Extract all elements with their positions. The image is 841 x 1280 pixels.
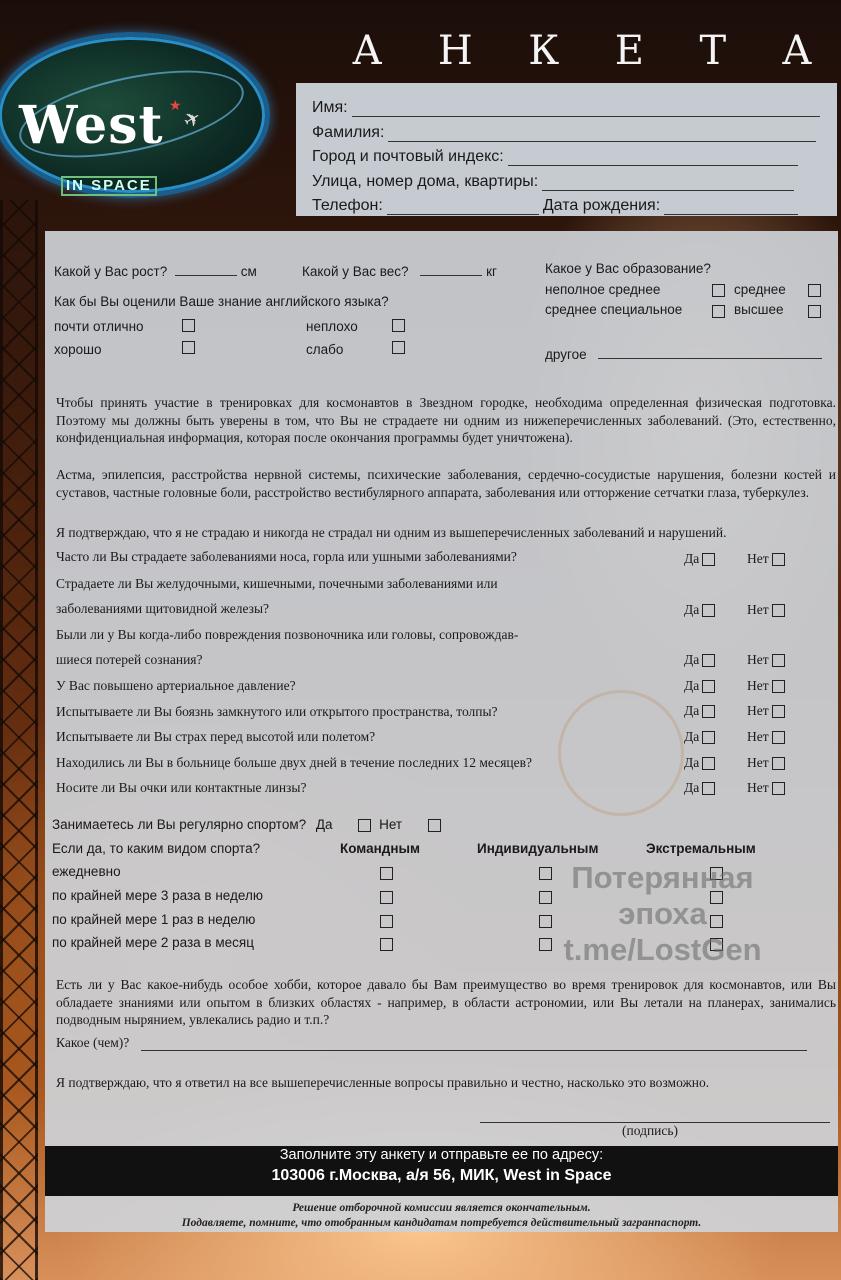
english-checkbox[interactable] bbox=[182, 341, 195, 354]
health-question: шиеся потерей сознания? bbox=[56, 652, 203, 667]
star-icon: ★ bbox=[169, 97, 182, 113]
yes-checkbox[interactable] bbox=[702, 553, 715, 566]
watermark-line: t.me/LostGen bbox=[563, 932, 762, 967]
yes-option bbox=[684, 780, 715, 796]
title-letter: Н bbox=[437, 28, 473, 74]
logo-brand: West bbox=[19, 95, 164, 156]
no-label: Нет bbox=[747, 551, 769, 566]
sport-col-extreme: Экстремальным bbox=[646, 841, 756, 856]
hobby-field[interactable] bbox=[141, 1036, 807, 1051]
personal-info-box bbox=[296, 83, 837, 216]
sport-yes-checkbox[interactable] bbox=[358, 819, 371, 832]
edu-option-other bbox=[545, 344, 822, 362]
name-label: Имя: bbox=[312, 99, 348, 116]
sport-checkbox[interactable] bbox=[380, 867, 393, 880]
title-letter: А bbox=[781, 28, 812, 74]
logo-subtitle: IN SPACE bbox=[61, 176, 157, 196]
street-label: Улица, номер дома, квартиры: bbox=[312, 173, 539, 190]
edu-checkbox[interactable] bbox=[712, 284, 725, 297]
yes-label: Да bbox=[684, 755, 700, 770]
edu-option bbox=[734, 302, 783, 317]
yes-option bbox=[684, 755, 715, 771]
health-question: Часто ли Вы страдаете заболеваниями носа, горла или ушными заболеваниями? bbox=[56, 549, 517, 564]
disease-list: Астма, эпилепсия, расстройства нервной системы, психические заболевания, сердечно-сосудистые нарушения, болезни костей и суставов, частные головные боли, расстройство вестибулярного аппарата, заболевания или отторжение сетчатки глаза, туберкулез. bbox=[56, 467, 836, 500]
no-option bbox=[747, 602, 785, 618]
health-question: У Вас повышено артериальное давление? bbox=[56, 678, 296, 693]
yes-label: Да bbox=[684, 551, 700, 566]
hobby-which-row bbox=[56, 1035, 807, 1051]
yes-label: Да bbox=[684, 602, 700, 617]
birth-field[interactable] bbox=[664, 200, 798, 215]
sport-col-team: Командным bbox=[340, 841, 421, 856]
english-question: Как бы Вы оценили Ваше знание английского языка? bbox=[54, 294, 389, 309]
sport-yes-label: Да bbox=[315, 817, 333, 832]
yes-label: Да bbox=[684, 729, 700, 744]
sport-which: Если да, то каким видом спорта? bbox=[52, 841, 261, 856]
emblem-stamp bbox=[558, 690, 684, 816]
sport-checkbox[interactable] bbox=[380, 915, 393, 928]
no-label: Нет bbox=[747, 652, 769, 667]
sport-frequency: по крайней мере 1 раз в неделю bbox=[52, 912, 256, 927]
city-label: Город и почтовый индекс: bbox=[312, 148, 504, 165]
street-field[interactable] bbox=[542, 176, 794, 191]
no-option bbox=[747, 551, 785, 567]
launch-tower bbox=[0, 200, 38, 1280]
yes-option bbox=[684, 678, 715, 694]
weight-field[interactable] bbox=[420, 261, 482, 276]
health-question: Находились ли Вы в больнице больше двух дней в течение последних 12 месяцев? bbox=[56, 755, 532, 770]
no-checkbox[interactable] bbox=[772, 731, 785, 744]
education-question: Какое у Вас образование? bbox=[545, 261, 711, 276]
yes-option bbox=[684, 551, 715, 567]
yes-label: Да bbox=[684, 678, 700, 693]
edu-other-field[interactable] bbox=[598, 344, 822, 359]
no-label: Нет bbox=[747, 678, 769, 693]
height-unit: см bbox=[240, 264, 257, 279]
surname-field[interactable] bbox=[388, 127, 816, 142]
birth-label: Дата рождения: bbox=[542, 197, 661, 214]
street-row bbox=[312, 173, 794, 191]
yes-checkbox[interactable] bbox=[702, 757, 715, 770]
height-label: Какой у Вас рост? bbox=[54, 264, 168, 279]
no-checkbox[interactable] bbox=[772, 705, 785, 718]
sport-no-label: Нет bbox=[379, 817, 403, 832]
hobby-text: Есть ли у Вас какое-нибудь особое хобби, которое давало бы Вам преимущество во время тренировок для космонавтов, или Вы обладаете знаниями или опытом в близких областях - например, в области астрономии, или Вы летали на планерах, занимались подводным нырянием, увлекались радио и т.п.? bbox=[56, 977, 836, 1027]
watermark-line: эпоха bbox=[618, 896, 707, 931]
sport-frequency: по крайней мере 2 раза в месяц bbox=[52, 935, 254, 950]
health-question: Испытываете ли Вы боязнь замкнутого или открытого пространства, толпы? bbox=[56, 704, 498, 719]
city-row bbox=[312, 148, 798, 166]
height-field[interactable] bbox=[175, 261, 237, 276]
sport-checkbox[interactable] bbox=[380, 891, 393, 904]
edu-option-label: среднее bbox=[734, 282, 786, 297]
health-question: Страдаете ли Вы желудочными, кишечными, почечными заболеваниями или bbox=[56, 576, 498, 591]
name-row bbox=[312, 99, 820, 117]
english-checkbox[interactable] bbox=[392, 319, 405, 332]
west-in-space-logo bbox=[0, 32, 270, 198]
yes-option bbox=[684, 602, 715, 618]
no-option bbox=[747, 703, 785, 719]
surname-row bbox=[312, 124, 816, 142]
title-letter: А bbox=[352, 28, 383, 74]
yes-checkbox[interactable] bbox=[702, 705, 715, 718]
title-letter: Т bbox=[699, 28, 727, 74]
signature-label: (подпись) bbox=[622, 1123, 679, 1138]
fine-print: Подавляете, помните, что отобранным кандидатам потребуется действительный загранпаспорт. bbox=[181, 1217, 702, 1229]
health-question: Были ли у Вы когда-либо повреждения позвоночника или головы, сопровождав- bbox=[56, 627, 519, 642]
watermark-line: Потерянная bbox=[571, 860, 754, 895]
footer-address: 103006 г.Москва, а/я 56, МИК, West in Space bbox=[271, 1167, 612, 1184]
english-checkbox[interactable] bbox=[392, 341, 405, 354]
edu-option-label: другое bbox=[545, 347, 587, 362]
edu-checkbox[interactable] bbox=[712, 305, 725, 318]
surname-label: Фамилия: bbox=[312, 124, 385, 141]
title-letter: Е bbox=[614, 28, 644, 74]
title-letter: К bbox=[528, 28, 560, 74]
english-option: неплохо bbox=[306, 319, 358, 334]
signature-field[interactable] bbox=[480, 1108, 830, 1123]
yes-checkbox[interactable] bbox=[702, 654, 715, 667]
no-checkbox[interactable] bbox=[772, 680, 785, 693]
health-question: заболеваниями щитовидной железы? bbox=[56, 601, 270, 616]
edu-checkbox[interactable] bbox=[808, 284, 821, 297]
edu-checkbox[interactable] bbox=[808, 305, 821, 318]
health-question: Испытываете ли Вы страх перед высотой или полетом? bbox=[56, 729, 376, 744]
rocket-icon: ✈ bbox=[179, 106, 206, 134]
no-option bbox=[747, 729, 785, 745]
yes-option bbox=[684, 729, 715, 745]
sport-frequency: ежедневно bbox=[52, 864, 121, 879]
final-confirm: Я подтверждаю, что я ответил на все вышеперечисленные вопросы правильно и честно, насколько это возможно. bbox=[56, 1075, 710, 1090]
health-intro: Чтобы принять участие в тренировках для космонавтов в Звездном городке, необходима определенная физическая подготовка. Поэтому мы должны быть уверены в том, что Вы не страдаете ни одним из нижеперечисленных заболеваний. (Это, естественно, конфиденциальная информация, которая после окончания программы будет уничтожена). bbox=[56, 395, 836, 445]
yes-checkbox[interactable] bbox=[702, 731, 715, 744]
yes-option bbox=[684, 703, 715, 719]
phone-row bbox=[312, 197, 798, 215]
yes-label: Да bbox=[684, 652, 700, 667]
page-title bbox=[352, 28, 812, 74]
english-option: слабо bbox=[306, 342, 344, 357]
sport-no-checkbox[interactable] bbox=[428, 819, 441, 832]
sport-col-individual: Индивидуальным bbox=[477, 841, 599, 856]
weight-question bbox=[302, 261, 497, 279]
no-label: Нет bbox=[747, 703, 769, 718]
phone-field[interactable] bbox=[387, 200, 539, 215]
edu-option bbox=[545, 282, 660, 297]
health-question: Носите ли Вы очки или контактные линзы? bbox=[56, 780, 307, 795]
city-field[interactable] bbox=[508, 151, 798, 166]
yes-label: Да bbox=[684, 703, 700, 718]
phone-label: Телефон: bbox=[312, 197, 383, 214]
no-label: Нет bbox=[747, 780, 769, 795]
no-option bbox=[747, 678, 785, 694]
no-checkbox[interactable] bbox=[772, 757, 785, 770]
fine-print: Решение отборочной комиссии является окончательным. bbox=[292, 1202, 591, 1214]
watermark bbox=[545, 860, 780, 968]
footer-instruction: Заполните эту анкету и отправьте ее по адресу: bbox=[279, 1147, 604, 1163]
edu-option-label: неполное среднее bbox=[545, 282, 661, 297]
edu-option bbox=[545, 302, 682, 317]
yes-checkbox[interactable] bbox=[702, 680, 715, 693]
health-confirm: Я подтверждаю, что я не страдаю и никогда не страдал ни одним из вышеперечисленных заболеваний и нарушений. bbox=[56, 525, 727, 540]
no-label: Нет bbox=[747, 729, 769, 744]
hobby-which-label: Какое (чем)? bbox=[56, 1035, 130, 1050]
english-checkbox[interactable] bbox=[182, 319, 195, 332]
weight-unit: кг bbox=[486, 264, 497, 279]
no-option bbox=[747, 652, 785, 668]
name-field[interactable] bbox=[352, 102, 820, 117]
no-checkbox[interactable] bbox=[772, 782, 785, 795]
yes-checkbox[interactable] bbox=[702, 604, 715, 617]
edu-option-label: высшее bbox=[734, 302, 784, 317]
english-option: хорошо bbox=[54, 342, 102, 357]
footer-address-bar bbox=[45, 1146, 838, 1196]
yes-option bbox=[684, 652, 715, 668]
edu-option-label: среднее специальное bbox=[545, 302, 683, 317]
sport-question bbox=[52, 817, 441, 832]
no-option bbox=[747, 755, 785, 771]
no-option bbox=[747, 780, 785, 796]
no-label: Нет bbox=[747, 602, 769, 617]
no-checkbox[interactable] bbox=[772, 553, 785, 566]
no-label: Нет bbox=[747, 755, 769, 770]
edu-option bbox=[734, 282, 786, 297]
yes-label: Да bbox=[684, 780, 700, 795]
sport-question-label: Занимаетесь ли Вы регулярно спортом? bbox=[52, 817, 307, 832]
no-checkbox[interactable] bbox=[772, 604, 785, 617]
yes-checkbox[interactable] bbox=[702, 782, 715, 795]
english-option: почти отлично bbox=[54, 319, 144, 334]
sport-checkbox[interactable] bbox=[380, 938, 393, 951]
sport-frequency: по крайней мере 3 раза в неделю bbox=[52, 888, 263, 903]
no-checkbox[interactable] bbox=[772, 654, 785, 667]
height-question bbox=[54, 261, 257, 279]
weight-label: Какой у Вас вес? bbox=[302, 264, 409, 279]
